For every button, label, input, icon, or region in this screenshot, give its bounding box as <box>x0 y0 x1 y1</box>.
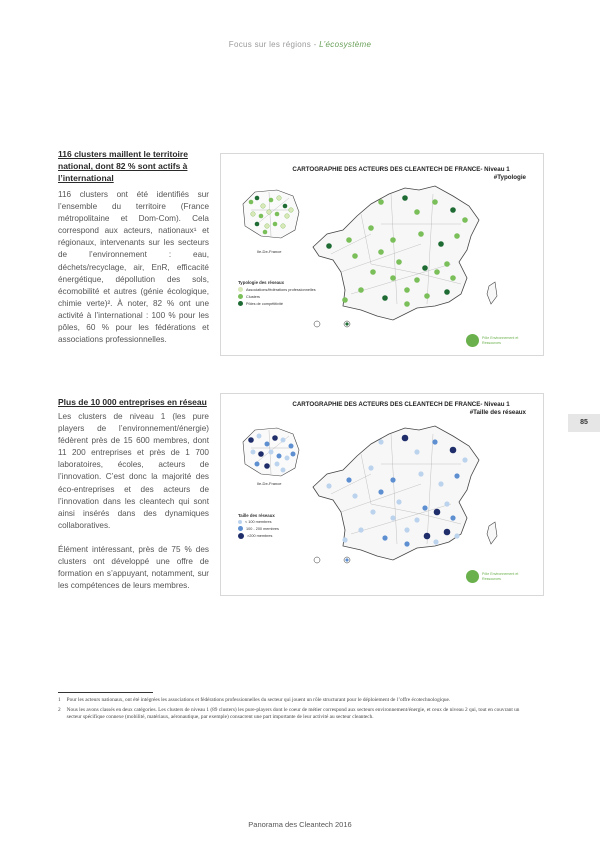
swatch-icon <box>238 526 243 531</box>
map1-legend <box>238 280 333 306</box>
map1-panel <box>220 153 544 356</box>
footnote-number: 1 <box>58 697 61 703</box>
map1-legend-item <box>238 301 333 306</box>
section2-title: Plus de 10 000 entreprises en réseau <box>58 397 207 407</box>
running-header: Focus sur les régions - L’écosystème <box>228 40 372 49</box>
map1-legend-label: Clusters <box>246 294 260 299</box>
map2-legend-item <box>238 526 328 531</box>
footnote-text: Pour les acteurs nationaux, ont été intégrées les associations et fédérations professionnelles du secteur qui jouent un rôle structurant pour le déploiement de l’offre écotechnologique. <box>66 697 451 703</box>
footnote-item <box>58 697 528 704</box>
swatch-icon <box>238 520 242 524</box>
map2-legend-label: < 100 membres <box>245 520 272 524</box>
running-header-prefix: Focus sur les régions <box>228 40 312 49</box>
map1-logo <box>466 334 522 347</box>
map2-logo <box>466 570 522 583</box>
map2-legend <box>238 513 328 539</box>
map2-france-outline <box>313 426 497 560</box>
map1-overseas-icons <box>314 321 350 327</box>
map2-title: CARTOGRAPHIE DES ACTEURS DES CLEANTECH DE FRANCE- Niveau 1 <box>292 401 510 408</box>
map1-logo-text: Pôle Environnement et Ressources <box>482 336 519 345</box>
section1-paragraph: 116 clusters ont été identifiés sur l’ensemble du territoire (France métropolitaine et Dom-Com). Cela correspond aux acteurs, nationaux¹ et régionaux, intervenants sur les secteurs de l’environnement : eau, déchets/recyclage, air, EnR, efficacité énergétique, dépollution des sols, écomobilité et autres (génie écologique, chimie verte)². À noter, 82 % ont une activité à l’international : 100 % pour les pôles, 60 % pour les fédérations et associations professionnelles. <box>58 190 209 345</box>
pole-logo-icon <box>466 570 479 583</box>
page-footer: Panorama des Cleantech 2016 <box>248 820 352 829</box>
footnote-number: 2 <box>58 707 61 714</box>
map1-legend-label: Associations/fédérations professionnelles <box>246 287 316 292</box>
map1-inset-label: Ile-De-France <box>257 249 282 254</box>
map1-subtitle: #Typologie <box>493 174 526 181</box>
map2-inset-label: Ile-De-France <box>257 481 282 486</box>
map2-legend-label: >200 membres <box>247 534 273 538</box>
map2-subtitle: #Taille des réseaux <box>469 409 526 416</box>
map2-legend-item <box>238 533 328 539</box>
page-number: 85 <box>568 414 600 432</box>
map2-legend-label: 100 - 200 membres <box>246 526 279 531</box>
map1-legend-item <box>238 294 333 299</box>
map1-legend-title: Typologie des réseaux <box>238 280 285 285</box>
running-header-accent: L’écosystème <box>319 40 372 49</box>
section2-paragraph-2: Élément intéressant, près de 75 % des clusters ont développé une offre de formation en s’appuyant, notamment, sur les compétences de leurs membres. <box>58 544 209 591</box>
map1-legend-label: Pôles de compétitivité <box>246 301 283 306</box>
swatch-icon <box>238 294 243 299</box>
map1-title: CARTOGRAPHIE DES ACTEURS DES CLEANTECH DE FRANCE- Niveau 1 <box>292 166 510 173</box>
map2-overseas-icons <box>314 557 350 563</box>
section2-paragraph-1: Les clusters de niveau 1 (les pure players de l’environnement/énergie) fédèrent près de 15 600 membres, dont 11 200 entreprises et près de 1 700 laboratoires, écoles, acteurs de l’innovation. C’est donc la majorité des éco-entreprises et des acteurs de l’innovation dans les cleantech qui sont ainsi insérés dans des dynamiques collaboratives. <box>58 412 209 530</box>
map2-logo-text: Pôle Environnement et Ressources <box>482 572 519 581</box>
map1-figure <box>221 154 543 355</box>
map1-france-outline <box>313 186 497 320</box>
swatch-icon <box>238 301 243 306</box>
section1-body <box>58 189 209 358</box>
section1-title: 116 clusters maillent le territoire national, dont 82 % sont actifs à l’international <box>58 149 188 183</box>
footnote-text: Nous les avons classés en deux catégories. Les clusters de niveau 1 (89 clusters) les pure-players dont le coeur de métier correspond aux secteurs environnement/énergie, et ceux de niveau 2 qui, tout en couvrant un secteur spécifique connexe (mobilité, matériaux, aéronautique, par exemple) consacrent une part importante de leur activité au secteur cleantech. <box>66 707 520 721</box>
footnote-divider <box>58 692 153 693</box>
swatch-icon <box>238 533 244 539</box>
map2-panel <box>220 393 544 596</box>
map1-legend-item <box>238 287 333 292</box>
swatch-icon <box>238 287 243 292</box>
pole-logo-icon <box>466 334 479 347</box>
footnotes <box>58 697 528 722</box>
footnote-item <box>58 707 528 721</box>
map2-legend-item <box>238 520 328 524</box>
map2-figure <box>221 394 543 595</box>
map2-legend-title: Taille des réseaux <box>238 513 275 518</box>
section2-body <box>58 411 209 604</box>
